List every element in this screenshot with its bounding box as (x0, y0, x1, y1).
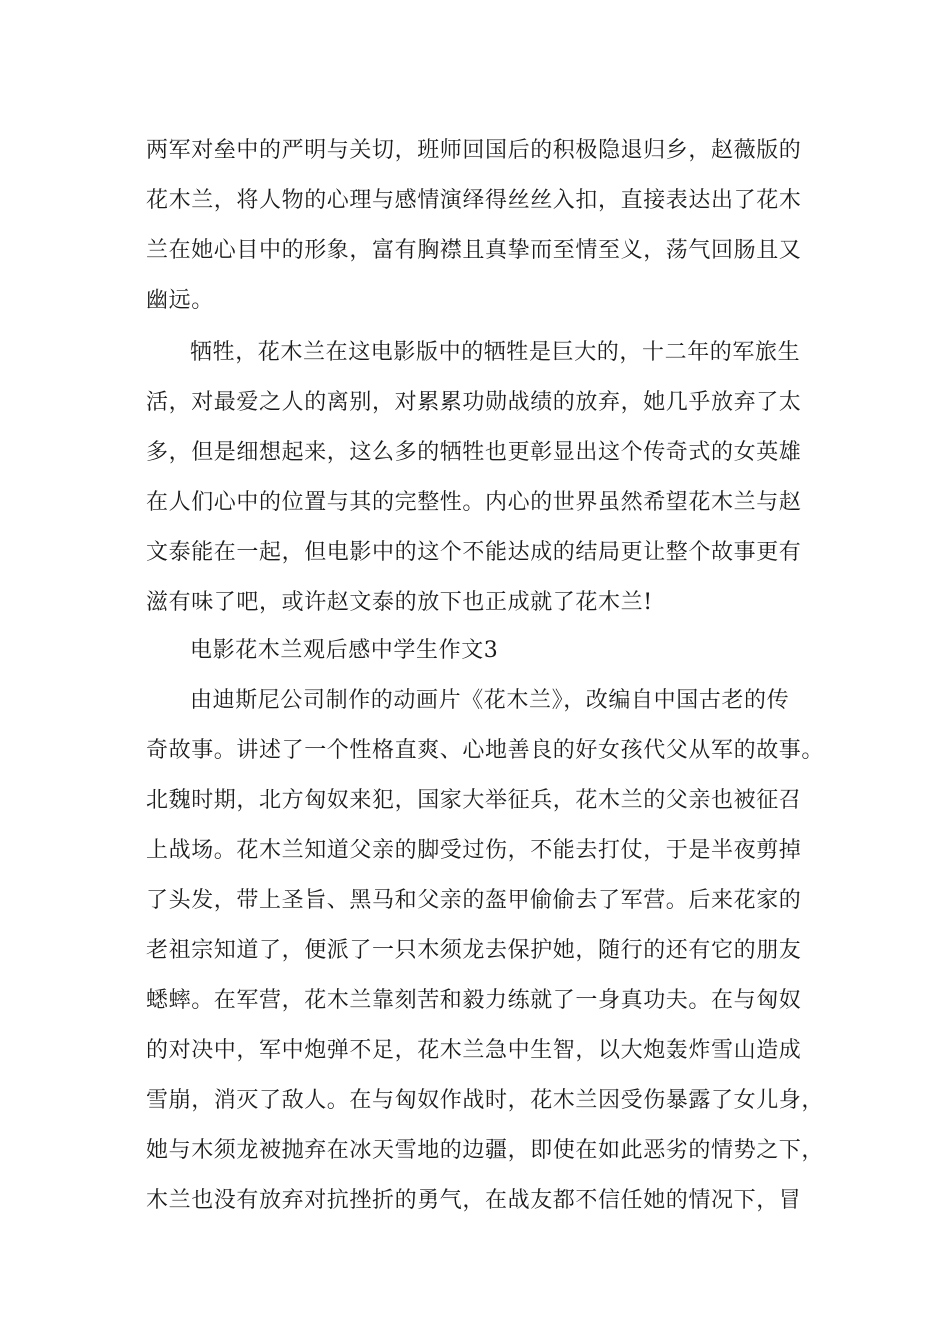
text-line: 在人们心中的位置与其的完整性。内心的世界虽然希望花木兰与赵 (146, 490, 802, 515)
section-heading: 电影花木兰观后感中学生作文3 (190, 638, 499, 663)
text-line: 幽远。 (146, 288, 214, 313)
text-line: 活，对最爱之人的离别，对累累功勋战绩的放弃，她几乎放弃了太 (146, 390, 802, 415)
text-line: 多，但是细想起来，这么多的牺牲也更彰显出这个传奇式的女英雄 (146, 440, 802, 465)
text-line: 了头发，带上圣旨、黑马和父亲的盔甲偷偷去了军营。后来花家的 (146, 888, 802, 913)
text-line: 她与木须龙被抛弃在冰天雪地的边疆，即使在如此恶劣的情势之下， (146, 1138, 825, 1163)
text-line: 兰在她心目中的形象，富有胸襟且真挚而至情至义，荡气回肠且又 (146, 238, 802, 263)
paragraph-first-line: 牺牲，花木兰在这电影版中的牺牲是巨大的，十二年的军旅生 (190, 340, 801, 365)
text-line: 的对决中，军中炮弹不足，花木兰急中生智，以大炮轰炸雪山造成 (146, 1038, 802, 1063)
text-line: 老祖宗知道了，便派了一只木须龙去保护她，随行的还有它的朋友 (146, 938, 802, 963)
text-line: 文泰能在一起，但电影中的这个不能达成的结局更让整个故事更有 (146, 540, 802, 565)
text-line: 木兰也没有放弃对抗挫折的勇气，在战友都不信任她的情况下，冒 (146, 1188, 802, 1213)
text-line: 奇故事。讲述了一个性格直爽、心地善良的好女孩代父从军的故事。 (146, 738, 825, 763)
text-line: 上战场。花木兰知道父亲的脚受过伤，不能去打仗，于是半夜剪掉 (146, 838, 802, 863)
text-line: 蟋蟀。在军营，花木兰靠刻苦和毅力练就了一身真功夫。在与匈奴 (146, 988, 802, 1013)
text-line: 两军对垒中的严明与关切，班师回国后的积极隐退归乡，赵薇版的 (146, 138, 802, 163)
text-line: 雪崩，消灭了敌人。在与匈奴作战时，花木兰因受伤暴露了女儿身， (146, 1088, 825, 1113)
paragraph-first-line: 由迪斯尼公司制作的动画片《花木兰》，改编自中国古老的传 (190, 688, 790, 713)
text-line: 花木兰，将人物的心理与感情演绎得丝丝入扣，直接表达出了花木 (146, 188, 802, 213)
text-line: 滋有味了吧，或许赵文泰的放下也正成就了花木兰! (146, 590, 653, 615)
text-line: 北魏时期，北方匈奴来犯，国家大举征兵，花木兰的父亲也被征召 (146, 788, 802, 813)
